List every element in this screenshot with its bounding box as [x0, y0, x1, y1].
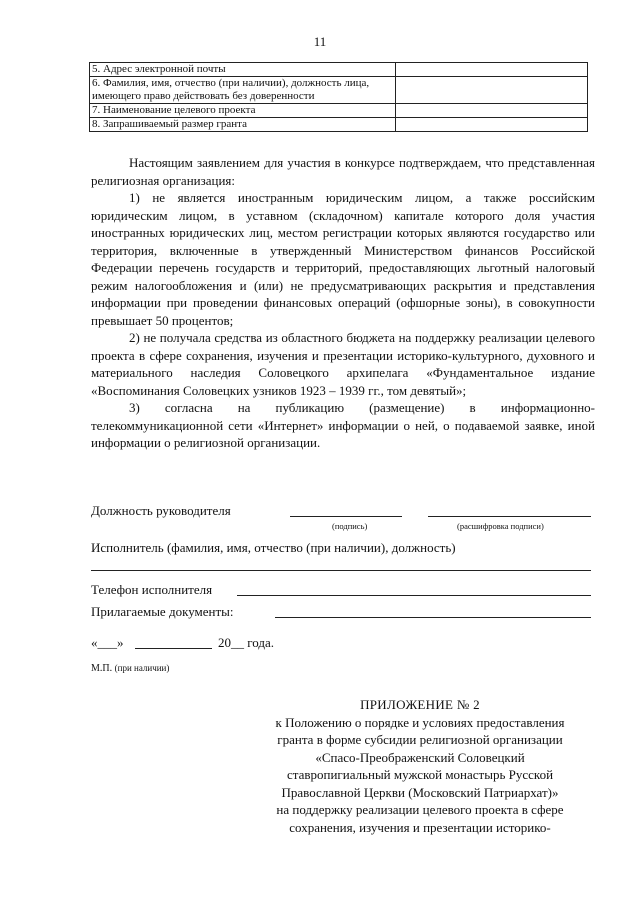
- appendix-title: ПРИЛОЖЕНИЕ № 2: [360, 697, 480, 712]
- table-cell-value: [396, 63, 588, 77]
- date-year: 20__ года.: [218, 635, 275, 650]
- appendix-line: на поддержку реализации целевого проекта в сфере: [276, 802, 564, 817]
- paragraph-item-1: 1) не является иностранным юридическим лицом, а также российским юридическим лицом, в уставном (складочном) капитале которого доля участия иностранных юридических лиц, местом регистрации которых являются государство или территория, включенные в утвержденный Министерством финансов Российской Федерации перечень государств и территорий, предоставляющих льготный налоговый режим налогообложения и (или) не предусматривающих раскрытия и представления информации при проведении финансовых операций (офшорные зоны), в совокупности превышает 50 процентов;: [91, 190, 595, 328]
- appendix-line: к Положению о порядке и условиях предоставления: [275, 714, 565, 730]
- stamp-text: М.П.: [91, 663, 113, 674]
- appendix-line: ставропигиальный мужской монастырь Русской: [286, 767, 554, 782]
- appendix-line: сохранения, изучения и презентации историко-: [289, 819, 551, 835]
- paragraph-item-3: 3) согласна на публикацию (размещение) в информационно-телекоммуникационной сети «Интернет» информации о ней, о подаваемой заявке, иной информации о религиозной организации.: [91, 400, 595, 450]
- appendix-line: гранта в форме субсидии религиозной организации: [277, 732, 563, 747]
- table-cell-label: 7. Наименование целевого проекта: [90, 104, 396, 118]
- executor-line[interactable]: [91, 570, 591, 571]
- info-table: [89, 62, 588, 132]
- stamp-label: [91, 660, 169, 677]
- paragraph-item-2: 2) не получала средства из областного бюджета на поддержку реализации целевого проекта в сфере сохранения, изучения и презентации историко-культурного, духовного и материального наследия Соловецкого архипелага «Фундаментальное издание «Воспоминания Соловецких узников 1923 – 1939 гг., том девятый»;: [91, 330, 595, 398]
- table-row: [90, 63, 588, 77]
- page-number: 11: [313, 34, 327, 49]
- table-row: [90, 104, 588, 118]
- position-label: Должность руководителя: [91, 503, 231, 518]
- appendix-line: «Спасо-Преображенский Соловецкий: [315, 749, 525, 765]
- phone-label: Телефон исполнителя: [91, 582, 213, 597]
- table-cell-value: [396, 104, 588, 118]
- signature-caption: (подпись): [332, 521, 368, 531]
- stamp-note: (при наличии): [114, 663, 170, 673]
- appendix-line: Православной Церкви (Московский Патриархат)»: [281, 784, 559, 800]
- decoding-caption: (расшифровка подписи): [457, 521, 544, 531]
- declaration-text: [91, 154, 595, 452]
- paragraph-intro: Настоящим заявлением для участия в конкурсе подтверждаем, что представленная религиозная организация:: [91, 155, 595, 188]
- date-month-line[interactable]: [135, 648, 212, 649]
- table-cell-value: [396, 77, 588, 104]
- decoding-line[interactable]: [428, 516, 591, 517]
- table-cell-label: 6. Фамилия, имя, отчество (при наличии), должность лица, имеющего право действовать без доверенности: [90, 77, 396, 104]
- table-cell-value: [396, 118, 588, 132]
- table-cell-label: 8. Запрашиваемый размер гранта: [90, 118, 396, 132]
- appendix-block: [245, 696, 595, 836]
- signature-line[interactable]: [290, 516, 402, 517]
- phone-line[interactable]: [237, 595, 591, 596]
- table-row: [90, 77, 588, 104]
- executor-label: Исполнитель (фамилия, имя, отчество (при наличии), должность): [91, 540, 456, 555]
- table-cell-label: 5. Адрес электронной почты: [90, 63, 396, 77]
- attachments-line[interactable]: [275, 617, 591, 618]
- date-day: «___»: [91, 635, 124, 650]
- table-row: [90, 118, 588, 132]
- attachments-label: Прилагаемые документы:: [91, 604, 234, 619]
